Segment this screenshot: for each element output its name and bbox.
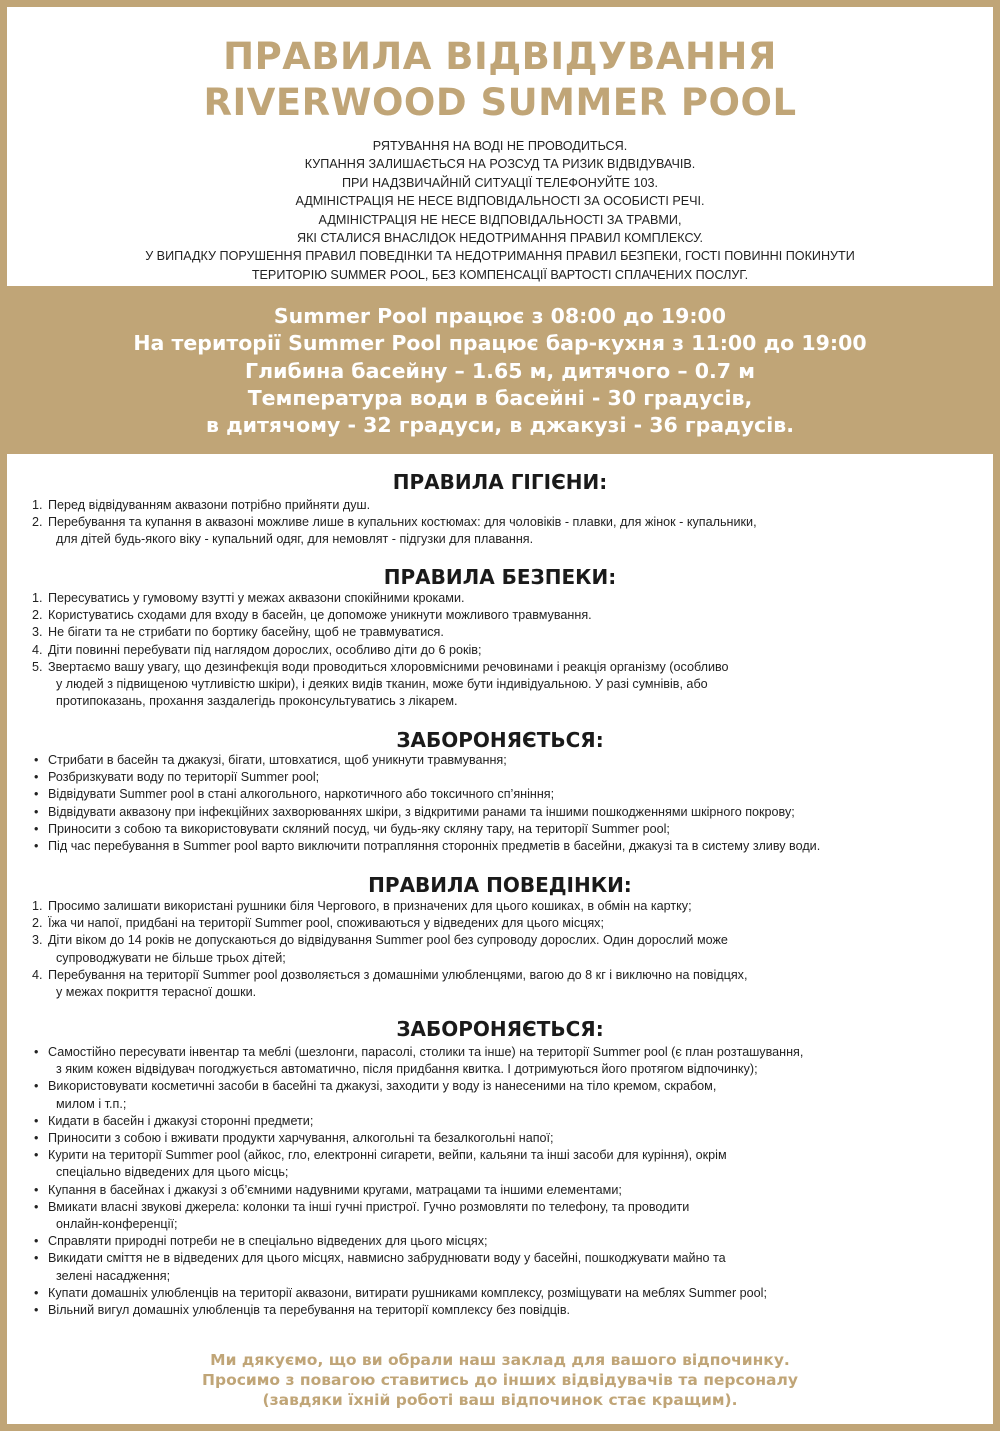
rule-text-line: Користуватись сходами для входу в басейн, це допоможе уникнути можливого травмування. [48, 608, 592, 623]
disclaimer-line: ПРИ НАДЗВИЧАЙНІЙ СИТУАЦІЇ ТЕЛЕФОНУЙТЕ 103. [341, 175, 659, 190]
bullet-marker: • [34, 1113, 39, 1128]
rule-item [34, 1044, 970, 1078]
disclaimer-line: КУПАННЯ ЗАЛИШАЄТЬСЯ НА РОЗСУД ТА РИЗИК ВІДВІДУВАЧІВ. [304, 157, 696, 172]
rule-text-line: Курити на території Summer pool (айкос, гло, електронні сигарети, вейпи, кальяни та інші засоби для куріння), окрім [48, 1148, 727, 1163]
disclaimer-block [7, 137, 993, 284]
hygiene-list [32, 497, 970, 549]
page-title [7, 34, 993, 126]
bullet-marker: • [34, 821, 39, 836]
bullet-marker: • [34, 1234, 39, 1249]
bullet-marker: • [34, 804, 39, 819]
rule-text-line: супроводжувати не більше трьох дітей; [56, 950, 286, 965]
rule-text-line: Вмикати власні звукові джерела: колонки та інші гучні пристрої. Гучно розмовляти по телефону, та проводити [48, 1199, 690, 1214]
rule-number: 4. [32, 967, 43, 982]
footer-line: (завдяки їхній роботі ваш відпочинок стає кращим). [262, 1391, 738, 1409]
rule-text-line: онлайн-конференції; [56, 1217, 178, 1232]
hygiene-title: ПРАВИЛА ГІГІЄНИ: [392, 470, 608, 494]
rule-text-line: Під час перебування в Summer pool варто виключити потрапляння сторонніх предметів в басейни, джакузі та в систему зливу води. [48, 839, 821, 854]
rule-number: 1. [32, 591, 43, 605]
disclaimer-line: ЯКІ СТАЛИСЯ ВНАСЛІДОК НЕДОТРИМАННЯ ПРАВИЛ КОМПЛЕКСУ. [296, 231, 704, 246]
safety-title: ПРАВИЛА БЕЗПЕКИ: [383, 565, 617, 589]
info-line: На території Summer Pool працює бар-кухня з 11:00 до 19:00 [133, 331, 867, 356]
rule-item [34, 769, 970, 786]
bullet-marker: • [34, 1148, 39, 1163]
rule-item [32, 514, 970, 548]
rule-text-line: Викидати сміття не в відведених для цього місцях, навмисно забруднювати воду у басейні, пошкоджувати майно та [48, 1251, 726, 1266]
rule-text-line: Вільний вигул домашніх улюбленців та перебування на території комплексу без повідців. [48, 1303, 571, 1318]
footer-line: Просимо з повагою ставитись до інших відвідувачів та персоналу [202, 1371, 798, 1389]
behavior-title: ПРАВИЛА ПОВЕДІНКИ: [368, 873, 632, 897]
rule-item [32, 497, 970, 514]
prohibited-list-1 [34, 752, 970, 855]
rule-item [34, 1199, 970, 1233]
rule-number: 3. [32, 625, 43, 640]
safety-list [32, 590, 970, 710]
bullet-marker: • [34, 1045, 39, 1059]
rule-item [34, 1250, 970, 1284]
rule-item [32, 967, 970, 1001]
behavior-list [32, 898, 970, 1001]
bullet-marker: • [34, 1199, 39, 1214]
rule-number: 1. [32, 498, 43, 512]
rule-item [34, 1147, 970, 1181]
rule-number: 2. [32, 916, 43, 931]
rule-text-line: Купання в басейнах і джакузі з об’ємними надувними кругами, матрацами та іншими елементами; [48, 1182, 622, 1197]
rule-text-line: Відвідувати аквазону при інфекційних захворюваннях шкіри, з відкритими ранами та іншими пошкодженнями шкірного покрову; [48, 804, 795, 819]
title-line-2: RIVERWOOD SUMMER POOL [203, 81, 797, 124]
rule-text-line: у межах покриття терасної дошки. [56, 985, 257, 1000]
rule-number: 3. [32, 933, 43, 948]
rule-text-line: Розбризкувати воду по території Summer pool; [48, 770, 320, 785]
rule-item [34, 1302, 970, 1319]
info-band [0, 286, 1000, 454]
rule-text-line: Їжа чи напої, придбані на території Summer pool, споживаються у відведених для цього місцях; [48, 916, 604, 931]
rule-text-line: Перебування та купання в аквазоні можливе лише в купальних костюмах: для чоловіків - плавки, для жінок - купальники, [48, 515, 757, 530]
rule-item [34, 1113, 970, 1130]
rule-text-line: Справляти природні потреби не в спеціально відведених для цього місцях; [48, 1234, 488, 1249]
prohibited-title-2: ЗАБОРОНЯЄТЬСЯ: [396, 1017, 604, 1041]
rule-text-line: Купати домашніх улюбленців на території аквазони, витирати рушниками комплексу, розміщувати на меблях Summer pool; [48, 1285, 767, 1300]
rule-item [32, 607, 970, 624]
prohibited-list-2 [34, 1044, 970, 1319]
bullet-marker: • [34, 1182, 39, 1197]
bullet-marker: • [34, 787, 39, 802]
disclaimer-line: ТЕРИТОРІЮ SUMMER POOL, БЕЗ КОМПЕНСАЦІЇ ВАРТОСТІ СПЛАЧЕНИХ ПОСЛУГ. [251, 267, 749, 282]
disclaimer-line: АДМІНІСТРАЦІЯ НЕ НЕСЕ ВІДПОВІДАЛЬНОСТІ ЗА ОСОБИСТІ РЕЧІ. [295, 194, 705, 209]
rule-item [34, 804, 970, 821]
disclaimer-line: РЯТУВАННЯ НА ВОДІ НЕ ПРОВОДИТЬСЯ. [372, 139, 628, 153]
rule-text-line: Пересуватись у гумовому взутті у межах аквазони спокійними кроками. [48, 591, 465, 605]
bullet-marker: • [34, 1303, 39, 1318]
info-line: в дитячому - 32 градуси, в джакузі - 36 градусів. [205, 413, 794, 438]
rule-item [32, 659, 970, 711]
rule-text-line: зелені насадження; [56, 1268, 171, 1283]
rule-text-line: милом і т.п.; [56, 1096, 127, 1111]
disclaimer-line: АДМІНІСТРАЦІЯ НЕ НЕСЕ ВІДПОВІДАЛЬНОСТІ ЗА ТРАВМИ, [318, 212, 682, 227]
rule-text-line: для дітей будь-якого віку - купальний одяг, для немовлят - підгузки для плавання. [56, 532, 534, 547]
rule-text-line: Стрибати в басейн та джакузі, бігати, штовхатися, щоб уникнути травмування; [48, 753, 507, 767]
rule-text-line: спеціально відведених для цього місць; [56, 1165, 289, 1180]
rule-text-line: Приносити з собою та використовувати скляний посуд, чи будь-яку скляну тару, на території Summer pool; [48, 821, 670, 836]
title-line-1: ПРАВИЛА ВІДВІДУВАННЯ [223, 35, 777, 78]
rule-number: 4. [32, 642, 43, 657]
bullet-marker: • [34, 1251, 39, 1266]
bullet-marker: • [34, 770, 39, 785]
rule-item [34, 1233, 970, 1250]
rule-item [34, 821, 970, 838]
rule-item [34, 752, 970, 769]
disclaimer-line: У ВИПАДКУ ПОРУШЕННЯ ПРАВИЛ ПОВЕДІНКИ ТА НЕДОТРИМАННЯ ПРАВИЛ БЕЗПЕКИ, ГОСТІ ПОВИННІ ПОКИНУТИ [145, 249, 855, 264]
rule-text-line: з яким кожен відвідувач погоджується автоматично, після придбання квитка. І дотримуються його протягом відпочинку); [56, 1062, 758, 1077]
rule-text-line: Звертаємо вашу увагу, що дезинфекція води проводиться хлоровмісними речовинами і реакція організму (особливо [48, 659, 729, 674]
rule-item [34, 1285, 970, 1302]
rule-text-line: Кидати в басейн і джакузі сторонні предмети; [48, 1113, 314, 1128]
rule-item [34, 786, 970, 803]
rule-text-line: протипоказань, прохання заздалегідь проконсультуватись з лікарем. [56, 694, 458, 709]
rule-text-line: Приносити з собою і вживати продукти харчування, алкогольні та безалкогольні напої; [48, 1131, 554, 1146]
rule-item [34, 838, 970, 855]
rule-text-line: у людей з підвищеною чутливістю шкіри), і деяких видів тканин, може бути індивідуальною. У разі сумнівів, або [56, 677, 708, 692]
rule-text-line: Діти віком до 14 років не допускаються до відвідування Summer pool без супроводу дорослих. Один дорослий може [48, 933, 728, 948]
bullet-marker: • [34, 1285, 39, 1300]
footer-thanks [7, 1350, 993, 1410]
rule-item [34, 1130, 970, 1147]
rule-number: 2. [32, 515, 43, 530]
rule-text-line: Перебування на території Summer pool дозволяється з домашніми улюбленцями, вагою до 8 кг і виключно на повідцях, [48, 967, 748, 982]
rule-item [32, 624, 970, 641]
bullet-marker: • [34, 1079, 39, 1094]
rule-item [32, 642, 970, 659]
rule-text-line: Просимо залишати використані рушники біля Чергового, в призначених для цього кошиках, в обмін на картку; [48, 899, 692, 913]
info-line: Температура води в басейні - 30 градусів, [247, 385, 753, 410]
rule-text-line: Перед відвідуванням аквазони потрібно прийняти душ. [48, 498, 371, 512]
rule-number: 5. [32, 659, 43, 674]
rule-item [34, 1078, 970, 1112]
rule-item [32, 898, 970, 915]
rule-number: 1. [32, 899, 43, 913]
rule-text-line: Діти повинні перебувати під наглядом дорослих, особливо діти до 6 років; [48, 642, 482, 657]
rule-text-line: Використовувати косметичні засоби в басейні та джакузі, заходити у воду із нанесеними на тіло кремом, скрабом, [48, 1079, 717, 1094]
rule-text-line: Самостійно пересувати інвентар та меблі (шезлонги, парасолі, столики та інше) на території Summer pool (є план розташування, [48, 1045, 804, 1059]
bullet-marker: • [34, 839, 39, 854]
rule-number: 2. [32, 608, 43, 623]
rule-text-line: Відвідувати Summer pool в стані алкогольного, наркотичного або токсичного сп’яніння; [48, 787, 555, 802]
info-line: Глибина басейну – 1.65 м, дитячого – 0.7 м [245, 358, 755, 383]
rule-item [32, 915, 970, 932]
bullet-marker: • [34, 753, 39, 767]
rule-item [32, 932, 970, 966]
rule-text-line: Не бігати та не стрибати по бортику басейну, щоб не травмуватися. [48, 625, 444, 640]
footer-line: Ми дякуємо, що ви обрали наш заклад для вашого відпочинку. [210, 1351, 790, 1369]
rule-item [32, 590, 970, 607]
prohibited-title-1: ЗАБОРОНЯЄТЬСЯ: [396, 728, 604, 752]
rule-item [34, 1182, 970, 1199]
info-line: Summer Pool працює з 08:00 до 19:00 [273, 304, 727, 328]
bullet-marker: • [34, 1131, 39, 1146]
